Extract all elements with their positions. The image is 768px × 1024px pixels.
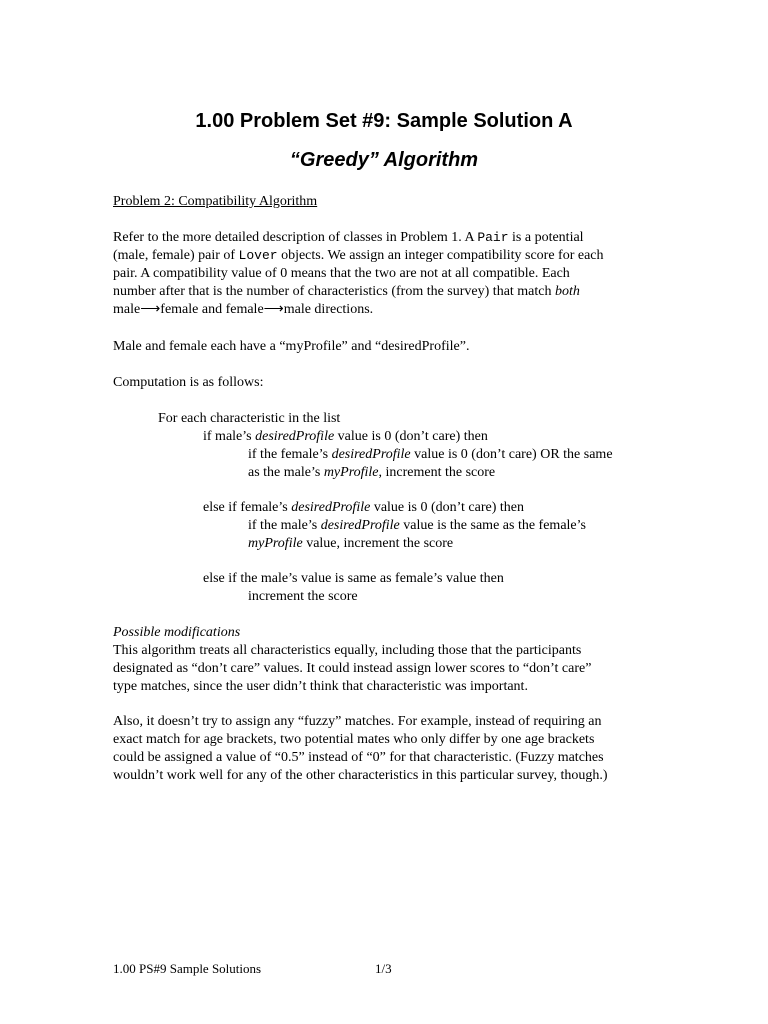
algo-text: as the male’s <box>248 465 324 480</box>
footer-title: 1.00 PS#9 Sample Solutions <box>113 961 262 976</box>
lover-code: Lover <box>238 248 278 263</box>
algo-text: else if female’s <box>203 500 292 515</box>
algo-line-2 <box>113 428 658 446</box>
modifications-p1-line: This algorithm treats all characteristics equally, including those that the participants <box>113 643 582 658</box>
pair-code: Pair <box>477 230 509 245</box>
algo-text: value is the same as the female’s <box>399 518 586 533</box>
algo-text: if the male’s <box>248 518 321 533</box>
intro-paragraph <box>113 229 658 319</box>
algorithm-block <box>113 410 658 482</box>
intro-text: number after that is the number of characteristics (from the survey) that match <box>113 284 555 299</box>
fuzzy-line: Also, it doesn’t try to assign any “fuzzy” matches. For example, instead of requiring an <box>113 714 602 729</box>
intro-text: is a potential <box>508 230 584 245</box>
profile-line: Male and female each have a “myProfile” and “desiredProfile”. <box>113 339 470 354</box>
modifications-heading <box>113 624 658 642</box>
algo-line-5 <box>113 499 658 517</box>
fuzzy-paragraph <box>113 713 658 785</box>
section-heading-block <box>113 193 658 211</box>
page-title: 1.00 Problem Set #9: Sample Solution A <box>195 110 573 132</box>
page-number: 1/3 <box>375 961 392 976</box>
modifications-p1-line: type matches, since the user didn’t think that characteristic was important. <box>113 679 528 694</box>
algo-emphasis: myProfile <box>323 465 379 480</box>
profile-paragraph <box>113 338 658 356</box>
algorithm-block-2 <box>113 499 658 553</box>
intro-text: (male, female) pair of <box>113 248 239 263</box>
computation-line: Computation is as follows: <box>113 375 264 390</box>
algo-text: if the female’s <box>248 447 332 462</box>
intro-line-3: pair. A compatibility value of 0 means that the two are not at all compatible. Each <box>113 266 570 281</box>
algo-line-4 <box>113 464 658 482</box>
algo-line-8: else if the male’s value is same as female’s value then <box>203 571 504 586</box>
intro-line-4 <box>113 283 658 301</box>
algo-text: , increment the score <box>378 465 496 480</box>
algo-line-6 <box>113 517 658 535</box>
algo-emphasis: desiredProfile <box>320 518 400 533</box>
intro-text: objects. We assign an integer compatibility score for each <box>277 248 604 263</box>
modifications-heading-text: Possible modifications <box>113 625 241 640</box>
section-heading: Problem 2: Compatibility Algorithm <box>113 194 318 209</box>
algo-line-3 <box>113 446 658 464</box>
modifications-section <box>113 624 658 696</box>
computation-paragraph <box>113 374 658 392</box>
algo-emphasis: myProfile <box>248 536 303 551</box>
algo-emphasis: desiredProfile <box>331 447 411 462</box>
algo-emphasis: desiredProfile <box>291 500 371 515</box>
algo-line-9: increment the score <box>248 589 358 604</box>
intro-line-1 <box>113 229 658 247</box>
page-subtitle: “Greedy” Algorithm <box>289 149 479 171</box>
algo-text: value is 0 (don’t care) then <box>334 429 488 444</box>
fuzzy-line: could be assigned a value of “0.5” instead of “0” for that characteristic. (Fuzzy matches <box>113 750 604 765</box>
intro-emphasis: both <box>555 284 580 299</box>
algo-line-7 <box>113 535 658 553</box>
algo-emphasis: desiredProfile <box>255 429 335 444</box>
algo-text: value is 0 (don’t care) OR the same <box>410 447 613 462</box>
fuzzy-line: exact match for age brackets, two potential mates who only differ by one age brackets <box>113 732 595 747</box>
modifications-p1-line: designated as “don’t care” values. It could instead assign lower scores to “don’t care” <box>113 661 592 676</box>
algo-text: value is 0 (don’t care) then <box>370 500 524 515</box>
algo-line-1: For each characteristic in the list <box>158 411 341 426</box>
intro-line-2 <box>113 247 658 265</box>
algo-text: value, increment the score <box>302 536 454 551</box>
algo-text: if male’s <box>203 429 256 444</box>
page-footer <box>113 960 658 978</box>
fuzzy-line: wouldn’t work well for any of the other characteristics in this particular survey, though.) <box>113 768 608 783</box>
intro-line-5: male⟶female and female⟶male directions. <box>113 302 374 317</box>
intro-text: Refer to the more detailed description of classes in Problem 1. A <box>113 230 478 245</box>
algorithm-block-3 <box>113 570 658 606</box>
